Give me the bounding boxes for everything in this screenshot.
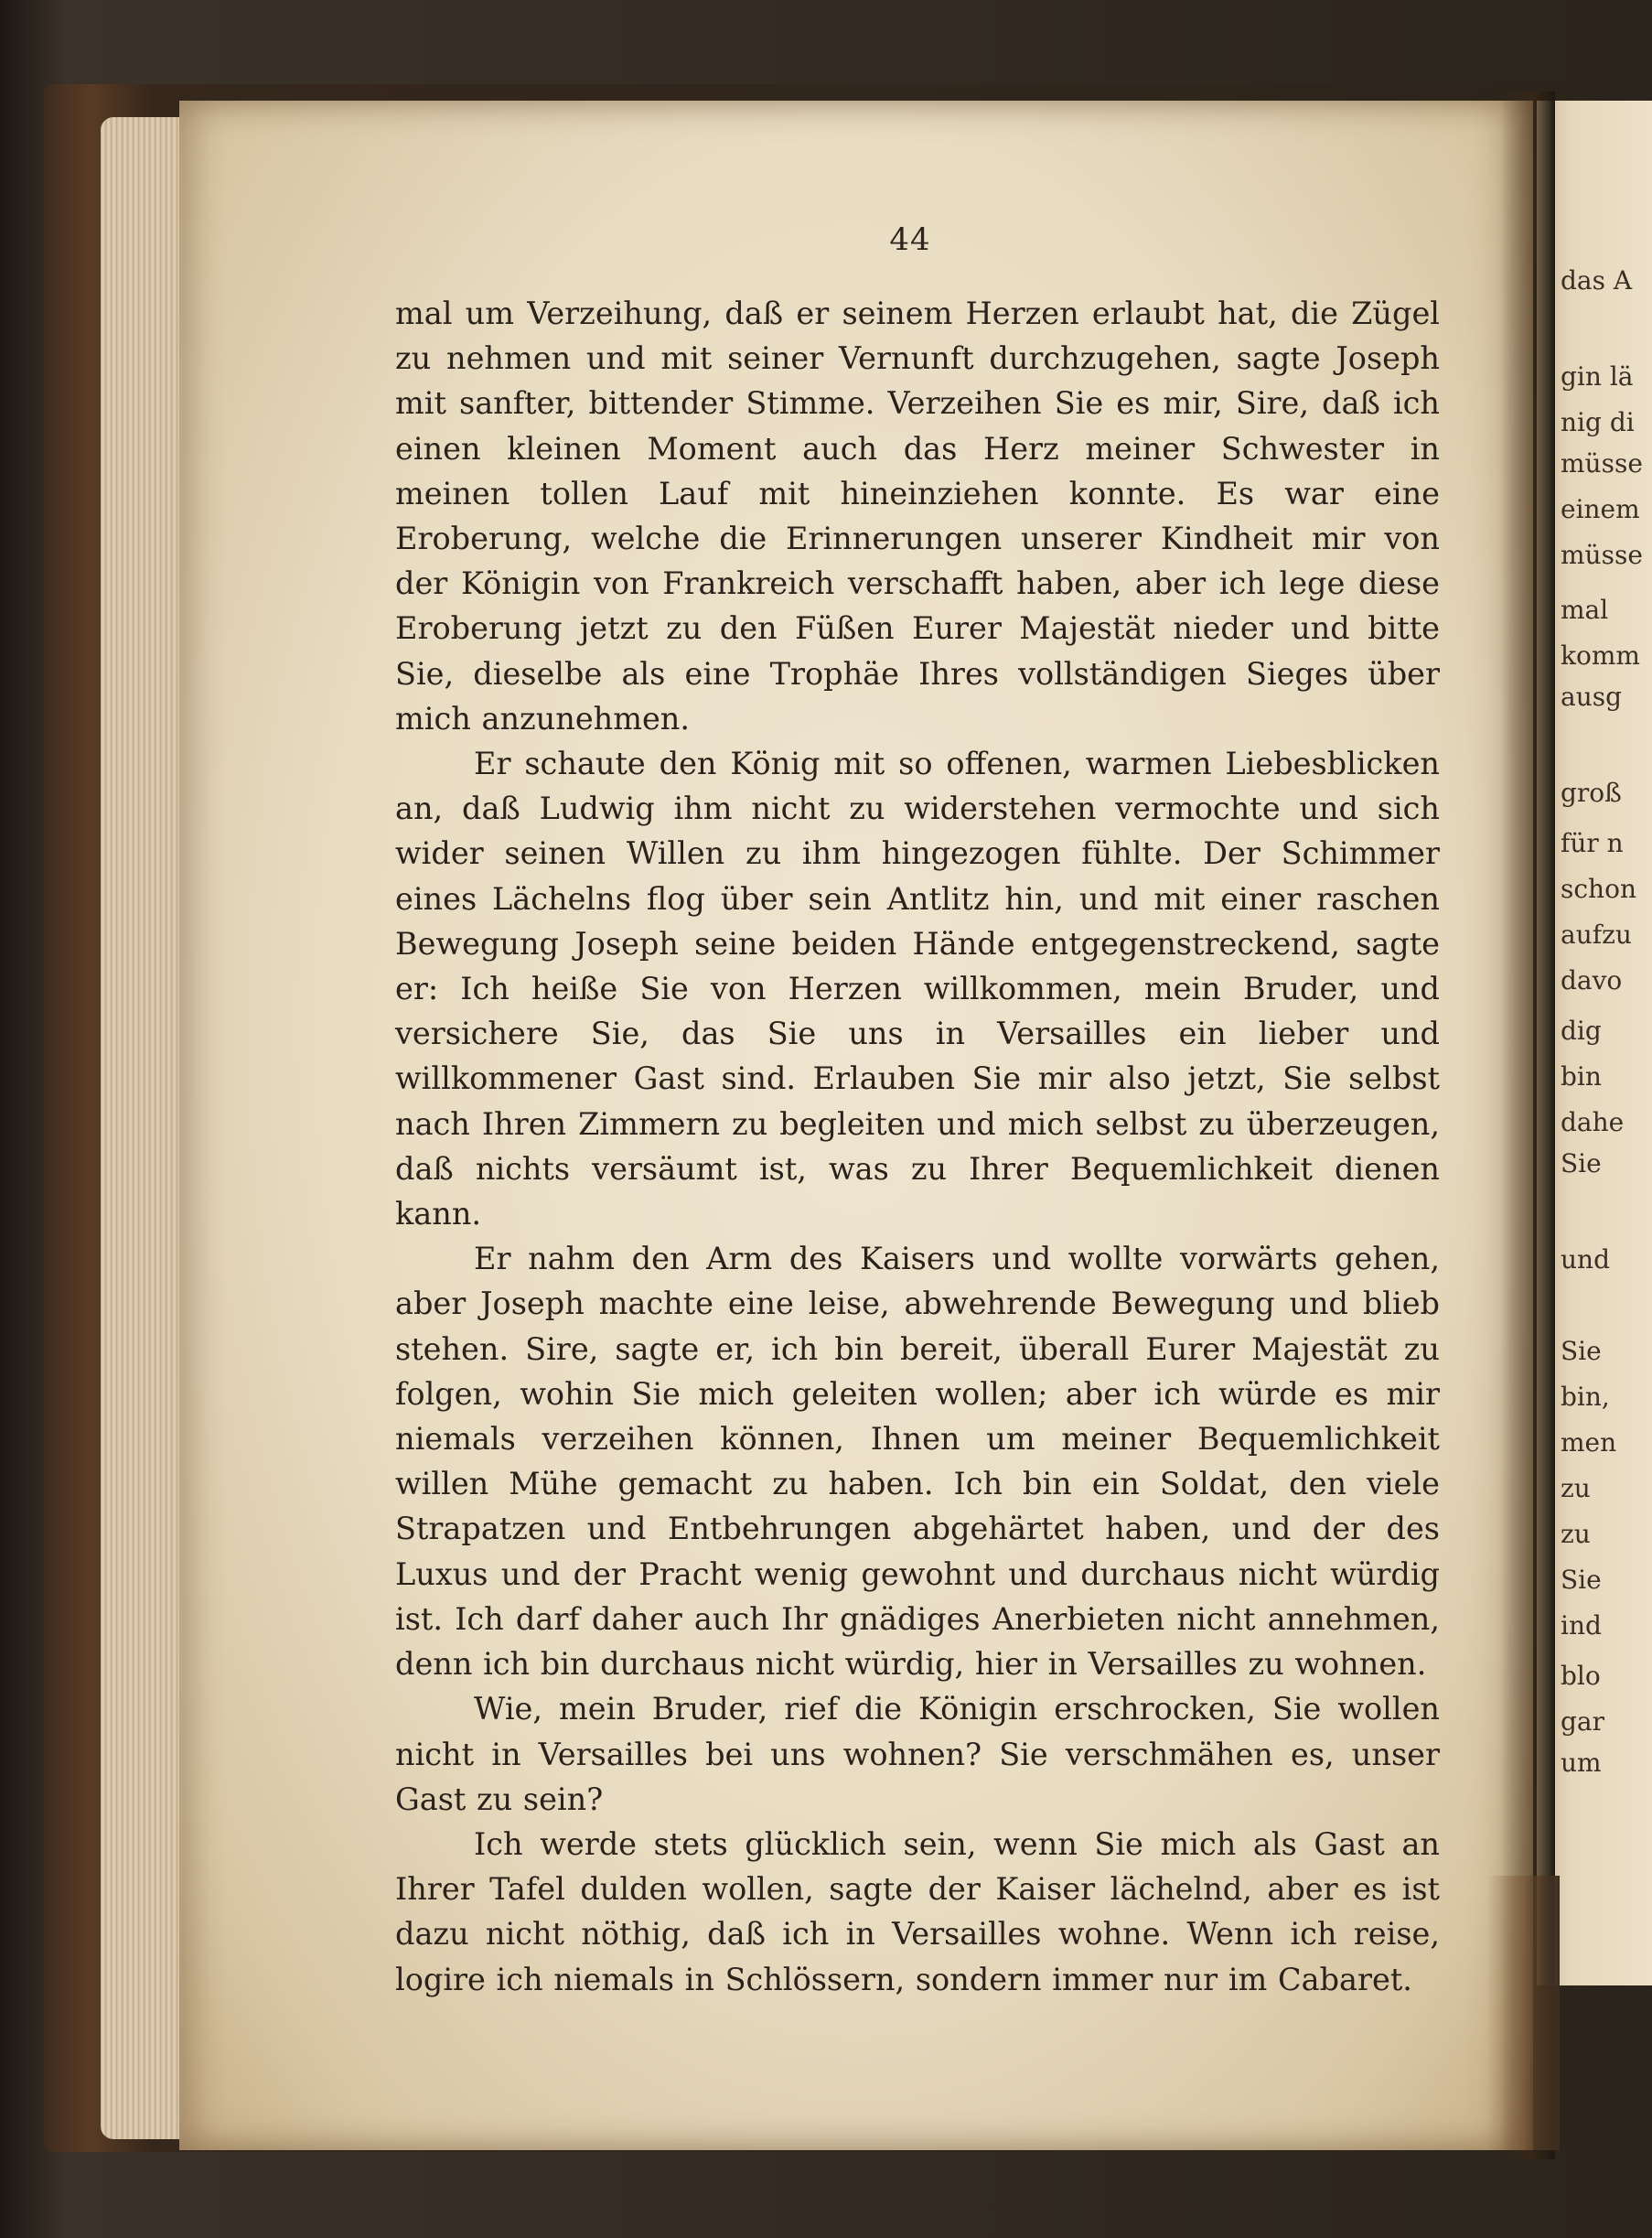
facing-page-line: dig — [1561, 1016, 1602, 1046]
facing-page-line: komm — [1561, 640, 1640, 671]
paragraph: Er schaute den König mit so offenen, warmen Liebesblicken an, daß Ludwig ihm nicht zu widerstehen vermochte und sich wider seinen Willen zu ihm hingezogen fühlte. Der Schimmer eines Lächelns flog über sein Antlitz hin, und mit einer raschen Bewegung Joseph seine beiden Hände entgegenstreckend, sagte er: Ich heiße Sie von Herzen willkommen, mein Bruder, und versichere Sie, das Sie uns in Versailles ein lieber und willkommener Gast sind. Erlauben Sie mir also jetzt, Sie selbst nach Ihren Zimmern zu begleiten und mich selbst zu überzeugen, daß nichts versäumt ist, was zu Ihrer Bequemlichkeit dienen kann. — [395, 746, 1440, 1232]
paragraph: Wie, mein Bruder, rief die Königin erschrocken, Sie wollen nicht in Versailles bei uns wohnen? Sie verschmähen es, unser Gast zu sein? — [395, 1691, 1440, 1817]
facing-page-line: müsse — [1561, 540, 1643, 570]
page-edges — [101, 117, 192, 2139]
facing-page-line: um — [1561, 1748, 1602, 1778]
facing-page-line: einem — [1561, 494, 1640, 524]
facing-page-line: schon — [1561, 874, 1636, 904]
facing-page-line: blo — [1561, 1661, 1601, 1691]
facing-page-line: für n — [1561, 828, 1624, 858]
book-gutter — [1500, 91, 1555, 2159]
facing-page-line: und — [1561, 1244, 1610, 1275]
facing-page-line: groß — [1561, 778, 1622, 808]
facing-page-line: müsse — [1561, 448, 1643, 479]
paragraph: Er nahm den Arm des Kaisers und wollte vorwärts gehen, aber Joseph machte eine leise, abwehrende Bewegung und blieb stehen. Sire, sagte er, ich bin bereit, überall Eurer Majestät zu folgen, wohin Sie mich geleiten wollen; aber ich würde es mir niemals verzeihen können, Ihnen um meiner Bequemlichkeit willen Mühe gemacht zu haben. Ich bin ein Soldat, den viele Strapatzen und Entbehrungen abgehärtet haben, und der des Luxus und der Pracht wenig gewohnt und durchaus nicht würdig ist. Ich darf daher auch Ihr gnädiges Anerbieten nicht annehmen, denn ich bin durchaus nicht würdig, hier in Versailles zu wohnen. — [395, 1241, 1440, 1683]
facing-page-line: nig di — [1561, 407, 1635, 437]
facing-page-line: gin lä — [1561, 361, 1634, 392]
facing-page-line: das A — [1561, 265, 1633, 296]
body-text — [395, 291, 1440, 2002]
facing-page-line: zu — [1561, 1473, 1591, 1503]
facing-page-line: ausg — [1561, 682, 1623, 712]
facing-page-line: men — [1561, 1427, 1617, 1458]
facing-page-line: mal — [1561, 595, 1609, 625]
facing-page-line: ind — [1561, 1610, 1602, 1641]
page-tear — [1486, 1876, 1560, 2150]
facing-page-line: dahe — [1561, 1107, 1625, 1137]
facing-page-line: aufzu — [1561, 920, 1632, 950]
facing-page-line: bin — [1561, 1061, 1602, 1092]
facing-page-line: zu — [1561, 1519, 1591, 1549]
facing-page-line: gar — [1561, 1706, 1605, 1737]
facing-page-line: Sie — [1561, 1336, 1602, 1366]
paragraph: mal um Verzeihung, daß er seinem Herzen erlaubt hat, die Zügel zu nehmen und mit seiner Vernunft durchzugehen, sagte Joseph mit sanfter, bittender Stimme. Verzeihen Sie es mir, Sire, daß ich einen kleinen Moment auch das Herz meiner Schwester in meinen tollen Lauf mit hineinziehen konnte. Es war eine Eroberung, welche die Erinnerungen unserer Kindheit mir von der Königin von Frankreich verschafft haben, aber ich lege diese Eroberung jetzt zu den Füßen Eurer Majestät nieder und bitte Sie, dieselbe als eine Trophäe Ihres vollständigen Sieges über mich anzunehmen. — [395, 296, 1440, 737]
paragraph: Ich werde stets glücklich sein, wenn Sie mich als Gast an Ihrer Tafel dulden wollen, sagte der Kaiser lächelnd, aber es ist dazu nicht nöthig, daß ich in Versailles wohne. Wenn ich reise, logire ich niemals in Schlössern, sondern immer nur im Cabaret. — [395, 1825, 1440, 1997]
facing-page-line: davo — [1561, 965, 1623, 995]
facing-page-line: bin, — [1561, 1382, 1610, 1412]
page-number: 44 — [889, 221, 931, 258]
facing-page-line: Sie — [1561, 1148, 1602, 1178]
facing-page-line: Sie — [1561, 1565, 1602, 1595]
